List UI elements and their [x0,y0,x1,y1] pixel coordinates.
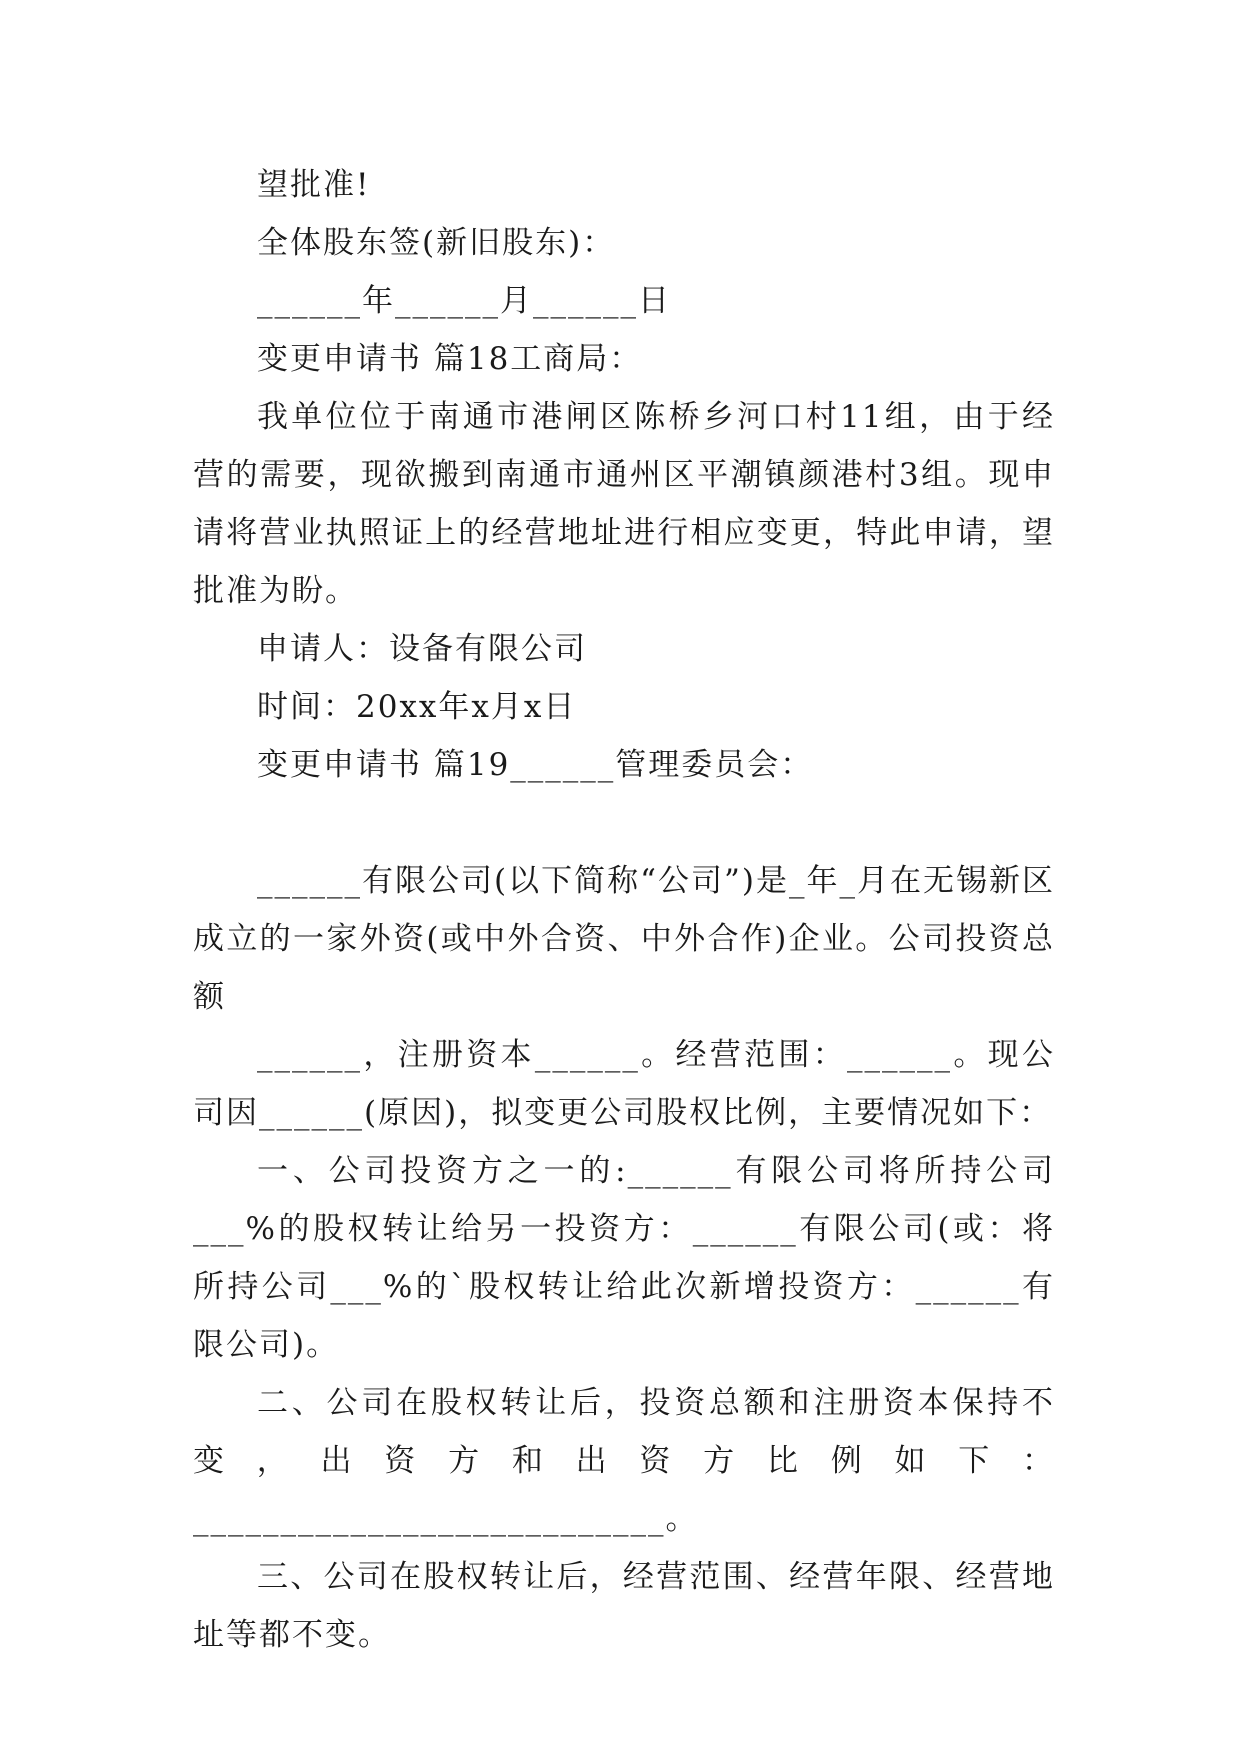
paragraph-section-18-heading: 变更申请书 篇18工商局： [257,341,643,377]
paragraph-approval-request: 望批准! [257,167,371,203]
paragraph-company-intro: ______有限公司(以下简称“公司”)是_年_月在无锡新区成立的一家外资(或中外合资、中外合作)企业。公司投资总额 [193,863,1055,1015]
paragraph-time: 时间：20xx年x月x日 [257,689,577,725]
paragraph-shareholder-signature: 全体股东签(新旧股东)： [257,225,616,261]
document-body [193,156,1055,1664]
paragraph-section-19-heading: 变更申请书 篇19______管理委员会： [257,747,814,783]
paragraph-address-change: 我单位位于南通市港闸区陈桥乡河口村11组，由于经营的需要，现欲搬到南通市通州区平潮镇颜港村3组。现申请将营业执照证上的经营地址进行相应变更，特此申请，望批准为盼。 [193,399,1055,609]
paragraph-applicant: 申请人：设备有限公司 [257,631,587,667]
paragraph-item-two: 二、公司在股权转让后，投资总额和注册资本保持不变，出资方和出资方比例如下：___________________________。 [193,1385,1055,1537]
paragraph-capital-scope: ______，注册资本______。经营范围：______。现公司因______(原因)，拟变更公司股权比例，主要情况如下： [193,1037,1055,1131]
paragraph-item-one: 一、公司投资方之一的:______有限公司将所持公司___%的股权转让给另一投资方：______有限公司(或：将所持公司___%的`股权转让给此次新增投资方：______有限公司)。 [193,1153,1055,1363]
paragraph-item-three: 三、公司在股权转让后，经营范围、经营年限、经营地址等都不变。 [193,1559,1055,1653]
paragraph-date-blank: ______年______月______日 [257,283,671,319]
